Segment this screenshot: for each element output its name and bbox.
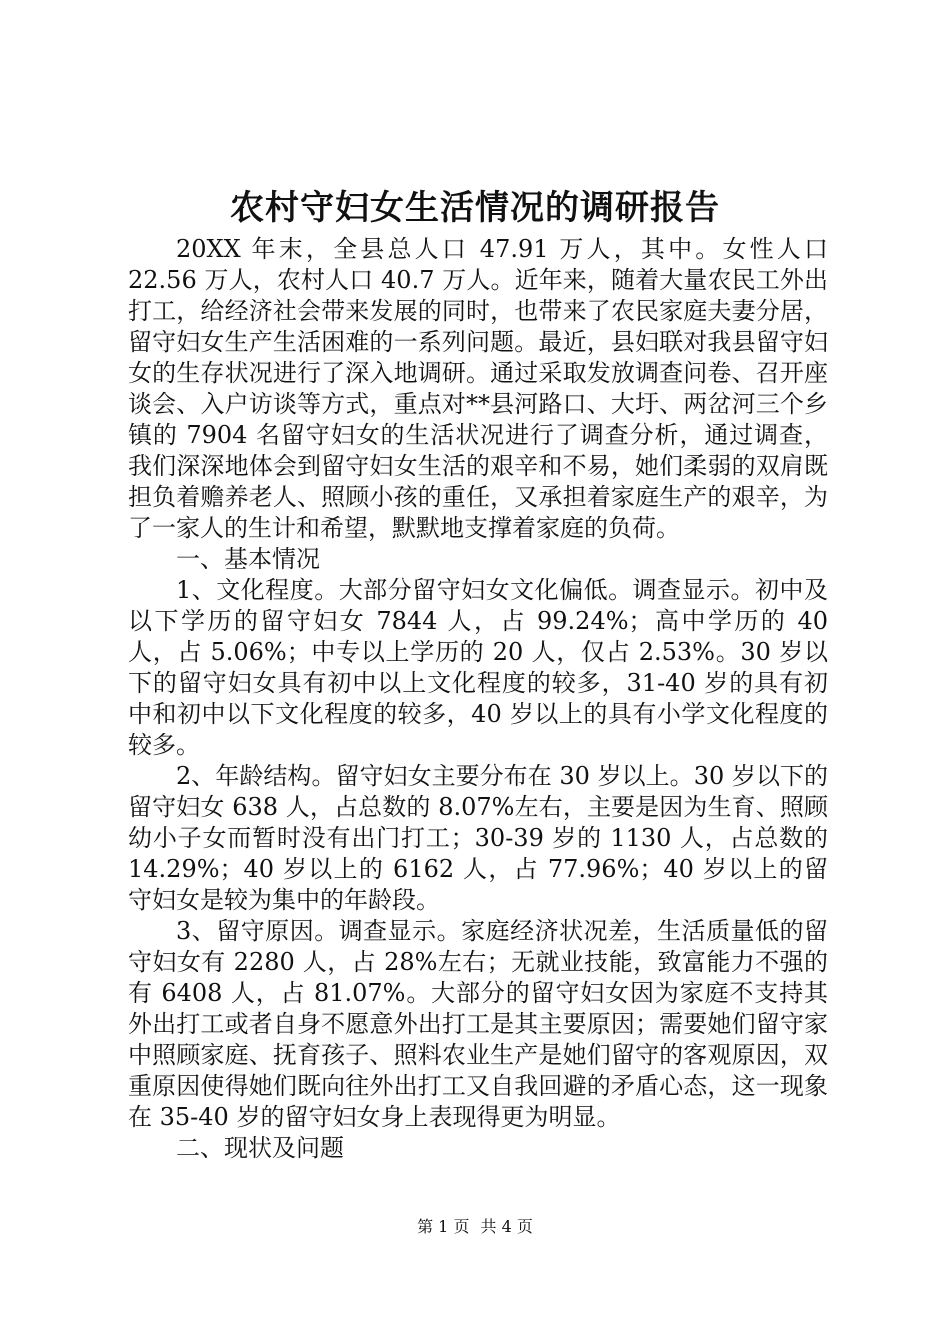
section-heading-basic: 一、基本情况 [176, 545, 320, 573]
paragraph-education: 1、文化程度。大部分留守妇女文化偏低。调查显示。初中及以下学历的留守妇女 7844 人，占 99.24%；高中学历的 40 人，占 5.06%；中专以上学历的 20 人，仅占 2.53%。30 岁以下的留守妇女具有初中以上文化程度的较多，31-40 岁的具有初中和初中以下文化程度的较多，40 岁以上的具有小学文化程度的较多。 [128, 576, 828, 759]
page-number: 第 1 页 [417, 1217, 470, 1236]
paragraph-reasons: 3、留守原因。调查显示。家庭经济状况差，生活质量低的留守妇女有 2280 人，占 28%左右；无就业技能，致富能力不强的有 6408 人，占 81.07%。大部分的留守妇女因为家庭不支持其外出打工或者自身不愿意外出打工是其主要原因；需要她们留守家中照顾家庭、抚育孩子、照料农业生产是她们留守的客观原因，双重原因使得她们既向往外出打工又自我回避的矛盾心态，这一现象在 35-40 岁的留守妇女身上表现得更为明显。 [128, 917, 828, 1131]
page-total: 共 4 页 [480, 1217, 533, 1236]
section-heading-issues: 二、现状及问题 [176, 1134, 344, 1162]
page-footer [0, 1215, 950, 1239]
paragraph-age-structure: 2、年龄结构。留守妇女主要分布在 30 岁以上。30 岁以下的留守妇女 638 人，占总数的 8.07%左右，主要是因为生育、照顾幼小子女而暂时没有出门打工；30-39 岁的 1130 人，占总数的 14.29%；40 岁以上的 6162 人，占 77.96%；40 岁以上的留守妇女是较为集中的年龄段。 [128, 762, 828, 914]
intro-paragraph: 20XX 年末，全县总人口 47.91 万人，其中。女性人口 22.56 万人，农村人口 40.7 万人。近年来，随着大量农民工外出打工，给经济社会带来发展的同时，也带来了农民家庭夫妻分居，留守妇女生产生活困难的一系列问题。最近，县妇联对我县留守妇女的生存状况进行了深入地调研。通过采取发放调查问卷、召开座谈会、入户访谈等方式，重点对**县河路口、大圩、两岔河三个乡镇的 7904 名留守妇女的生活状况进行了调查分析，通过调查，我们深深地体会到留守妇女生活的艰辛和不易，她们柔弱的双肩既担负着赡养老人、照顾小孩的重任，又承担着家庭生产的艰辛，为了一家人的生计和希望，默默地支撑着家庭的负荷。 [128, 235, 828, 542]
document-title: 农村守妇女生活情况的调研报告 [230, 188, 720, 228]
document-body [128, 234, 828, 1164]
